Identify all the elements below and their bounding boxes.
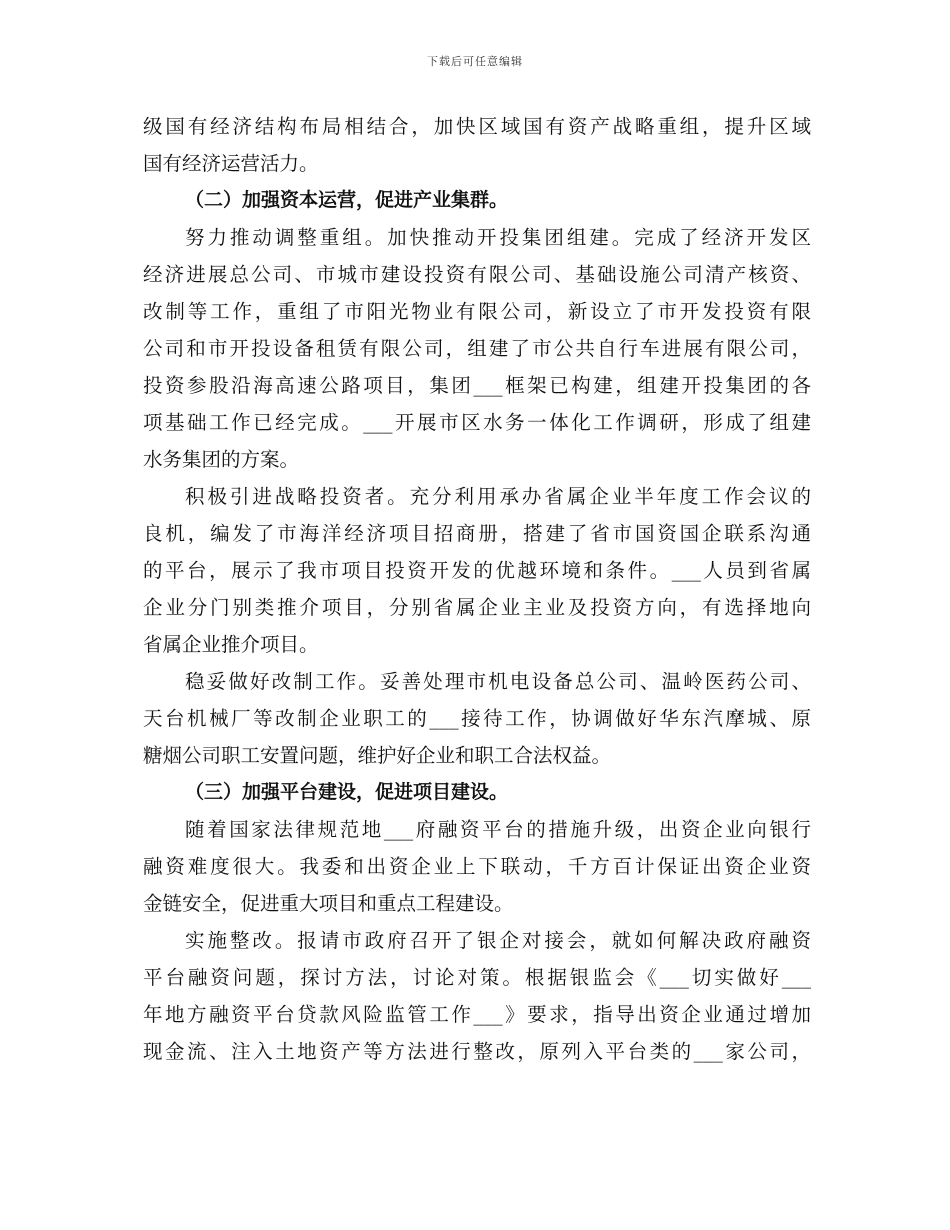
paragraph-last-line: 糖烟公司职工安置问题，维护好企业和职工合法权益。	[143, 744, 612, 767]
page-header: 下载后可任意编辑	[427, 55, 523, 68]
text-line: 公司和市开投设备租赁有限公司，组建了市公共自行车进展有限公司，	[143, 337, 811, 360]
document-body	[143, 108, 811, 1070]
paragraph-last-line: 国有经济运营活力。	[143, 152, 319, 175]
text-line: 良机，编发了市海洋经济项目招商册，搭建了省市国资国企联系沟通	[143, 522, 811, 545]
text-line: 现金流、注入土地资产等方法进行整改，原列入平台类的___家公司，	[143, 1040, 811, 1063]
paragraph-first-line: 稳妥做好改制工作。妥善处理市机电设备总公司、温岭医药公司、	[185, 670, 811, 693]
text-line: 改制等工作，重组了市阳光物业有限公司，新设立了市开发投资有限	[143, 300, 811, 323]
paragraph-first-line: 积极引进战略投资者。充分利用承办省属企业半年度工作会议的	[185, 485, 811, 508]
text-line: 的平台，展示了我市项目投资开发的优越环境和条件。___人员到省属	[143, 559, 811, 582]
text-line: 企业分门别类推介项目，分别省属企业主业及投资方向，有选择地向	[143, 596, 811, 619]
section-heading: （二）加强资本运营，促进产业集群。	[185, 189, 509, 211]
text-line: 级国有经济结构布局相结合，加快区域国有资产战略重组，提升区域	[143, 115, 811, 138]
section-heading: （三）加强平台建设，促进项目建设。	[185, 781, 509, 803]
text-line: 融资难度很大。我委和出资企业上下联动，千方百计保证出资企业资	[143, 855, 811, 878]
text-line: 项基础工作已经完成。___开展市区水务一体化工作调研，形成了组建	[143, 411, 811, 434]
paragraph-first-line: 努力推动调整重组。加快推动开投集团组建。完成了经济开发区	[185, 226, 811, 249]
paragraph-first-line: 实施整改。报请市政府召开了银企对接会，就如何解决政府融资	[185, 929, 811, 952]
text-line: 平台融资问题，探讨方法，讨论对策。根据银监会《___切实做好___	[143, 966, 811, 989]
paragraph-first-line: 随着国家法律规范地___府融资平台的措施升级，出资企业向银行	[185, 818, 811, 841]
paragraph-last-line: 水务集团的方案。	[143, 448, 300, 471]
text-line: 天台机械厂等改制企业职工的___接待工作，协调做好华东汽摩城、原	[143, 707, 811, 730]
paragraph-last-line: 省属企业推介项目。	[143, 633, 319, 656]
paragraph-last-line: 金链安全，促进重大项目和重点工程建设。	[143, 892, 514, 915]
text-line: 经济进展总公司、市城市建设投资有限公司、基础设施公司清产核资、	[143, 263, 811, 286]
text-line: 年地方融资平台贷款风险监管工作___》要求，指导出资企业通过增加	[143, 1003, 811, 1026]
text-line: 投资参股沿海高速公路项目，集团___框架已构建，组建开投集团的各	[143, 374, 811, 397]
